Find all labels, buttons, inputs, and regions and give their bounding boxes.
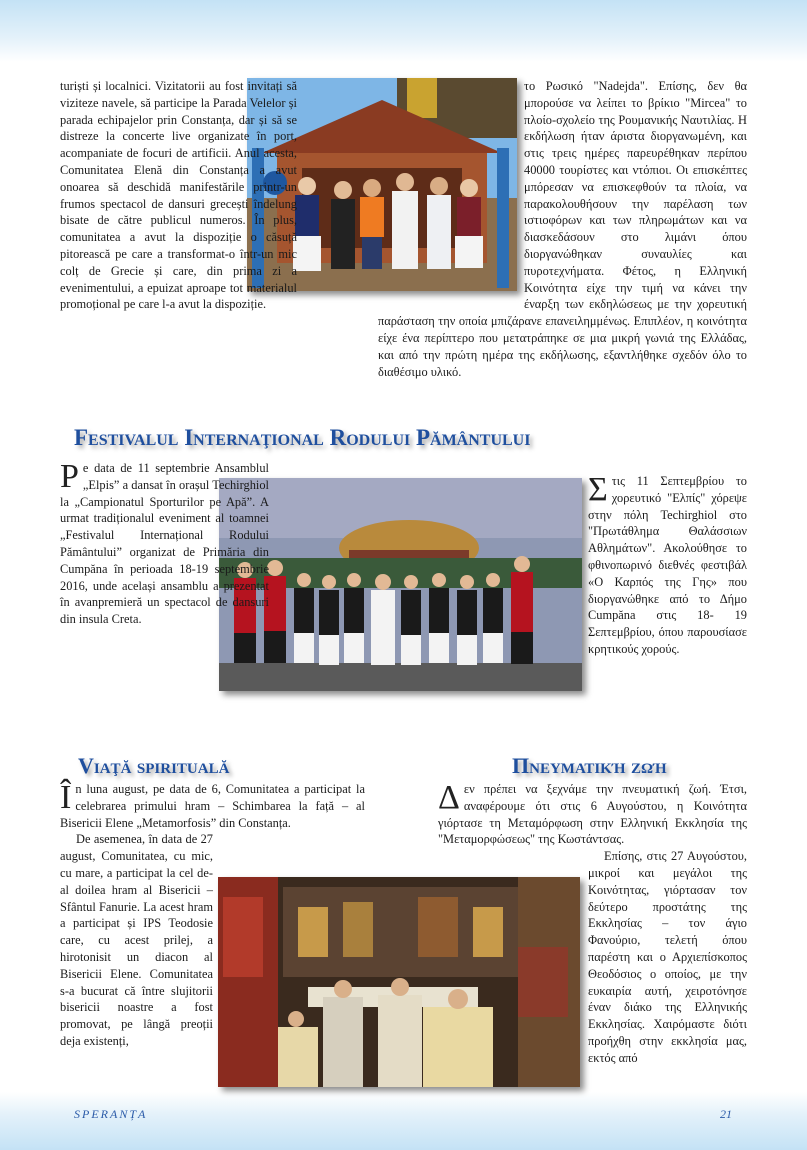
spiritual-gr-heading: Πνευματική ζωή <box>512 753 667 778</box>
spiritual-gr-dropcap: Δ <box>438 779 460 816</box>
festival-heading: Festivalul Internaţional Rodului Pământului <box>74 425 531 450</box>
top-gr-text-wrap <box>378 78 747 380</box>
page-number: 21 <box>720 1107 732 1121</box>
festival-gr-paragraph: τις 11 Σεπτεμβρίου το χορευτικό "Ελπίς" χόρεψε στην πόλη Techirghiol στο "Πρωτάθλημα Θαλάσσιων Αθλημάτων". Ακολούθησε το φθινοπωρινό διεθνές φεστιβάλ «Ο Καρπός της Γης» που διοργανώθηκε από το Δήμο Cumpăna στις 18- 19 Σεπτεμβρίου, όπου παρουσίασε κρητικούς χορούς. <box>588 474 747 656</box>
spiritual-gr-paragraph-2: Επίσης, στις 27 Αυγούστου, μικροί και μεγάλοι της Κοινότητας, γιόρτασαν τον δεύτερο προστάτης της Εκκλησίας – τον άγιο Φανούριο, τελετή όπου παρέστη και ο Αρχιεπίσκοπος Θεοδόσιος ο οποίος, με την ευκαιρία αυτή, χειροτόνησε έναν διάκο της Ελληνικής Εκκλησίας. Χαιρόμαστε διότι προήχθη στην εκκλησία μας, εκτός από <box>588 849 747 1065</box>
festival-ro-paragraph: e data de 11 septembrie Ansamblul „Elpis” a dansat în orașul Techirghiol la „Campionatul Sporturilor pe Apă”. A urmat tradiționalul eveniment al toamnei „Festivalul Internațional Rodului Pământului” organizat de Primăria din Cumpăna în perioada 18-19 septembrie 2016, unde același ansamblu a prezentat în avanpremieră un spectacol de dansuri din insula Creta. <box>60 461 269 627</box>
top-ro-text-wrap <box>60 78 365 313</box>
spiritual-gr-paragraph-1: εν πρέπει να ξεχνάμε την πνευματική ζωή. Έτσι, αναφέρουμε ότι στις 6 Αυγούστου, η Κοινότητα γιόρτασε τη Μεταμόρφωση στην Ελληνική Εκκλησία της "Μεταμορφώσεως" της Κωστάντσας. <box>438 782 747 847</box>
festival-ro-text-wrap <box>60 460 370 702</box>
magazine-name: SPERANȚA <box>74 1107 148 1121</box>
spiritual-ro-paragraph-1: n luna august, pe data de 6, Comunitatea a participat la celebrarea primului hram – Schimbarea la față – al Bisericii Elene „Metamorfosis” din Constanța. <box>60 782 365 830</box>
spiritual-gr-text-wrap <box>438 781 747 1088</box>
spiritual-ro-dropcap: Î <box>60 779 72 816</box>
top-ro-paragraph: turiști și localnici. Vizitatorii au fost invitați să viziteze navele, să participe la Parada Velelor și parada echipajelor prin Constanța, dar și să se distreze la concerte live organizate în port, acompaniate de focuri de artificii. Anul acesta, Comunitatea Elenă din Constanța a avut onoarea să deschidă manifestările printr-un frumos spectacol de dansuri grecești îndelung bisate de către publicul numeros. În plus, comunitatea a avut la dispoziție o căsuță pitorească pe care a transformat-o într-un mic colț de Grecie și care, din prima zi a evenimentului, a epuizat aproape tot materialul promoțional pe care l-a avut la dispoziție. <box>60 79 297 312</box>
spiritual-ro-heading: Viaţă spirituală <box>78 753 230 778</box>
spiritual-ro-text-wrap <box>60 781 365 1071</box>
festival-gr-text-wrap <box>588 473 747 658</box>
top-gr-paragraph: το Ρωσικό "Nadejda". Επίσης, δεν θα μπορούσε να λείπει το βρίκιο "Mircea" το πλοίο-σχολείο της Ρουμανικής Ναυτιλίας. Η εκδήλωση ήταν άριστα διοργανωμένη, και στις τρεις ημέρες παρευρέθηκαν περίπου 40000 τουρίστες και ντόπιοι. Οι επισκέπτες μπόρεσαν να επισκεφθούν τα πλοία, να παρακολουθήσουν την παρέλαση των ιστιοφόρων και των πληρωμάτων και να διασκεδάσουν στο λιμάνι όπου διοργανώθηκαν συναυλίες και πυροτεχνήματα. Φέτος, η Ελληνική Κοινότητα είχε την τιμή να κάνει την έναρξη των εκδηλώσεως με την χορευτική παράσταση την οποία μπιζάρανε επανειλημμένως. Επιπλέον, η κοινότητα είχε ένα περίπτερο που μετατράπηκε σε μια μικρή γωνιά της Ελλάδας, και από την πρώτη ημέρα της εκδήλωσης, εξαντλήθηκε σχεδόν όλο το διαθέσιμο υλικό. <box>378 79 747 379</box>
top-gradient-band <box>0 0 807 62</box>
festival-gr-dropcap: Σ <box>588 471 608 508</box>
festival-ro-dropcap: P <box>60 458 79 495</box>
spiritual-ro-paragraph-2: De asemenea, în data de 27 august, Comunitatea, cu mic, cu mare, a participat la cel de-al doilea hram al Bisericii – Sfântul Fanurie. La acest hram a participat și IPS Teodosie care, cu acest prilej, a hirotonisit un diacon al Bisericii Elene. Comunitatea s-a bucurat că între slujitorii bisericii noastre a fost promovat, pe lângă preoții deja existenți, <box>60 832 213 1048</box>
